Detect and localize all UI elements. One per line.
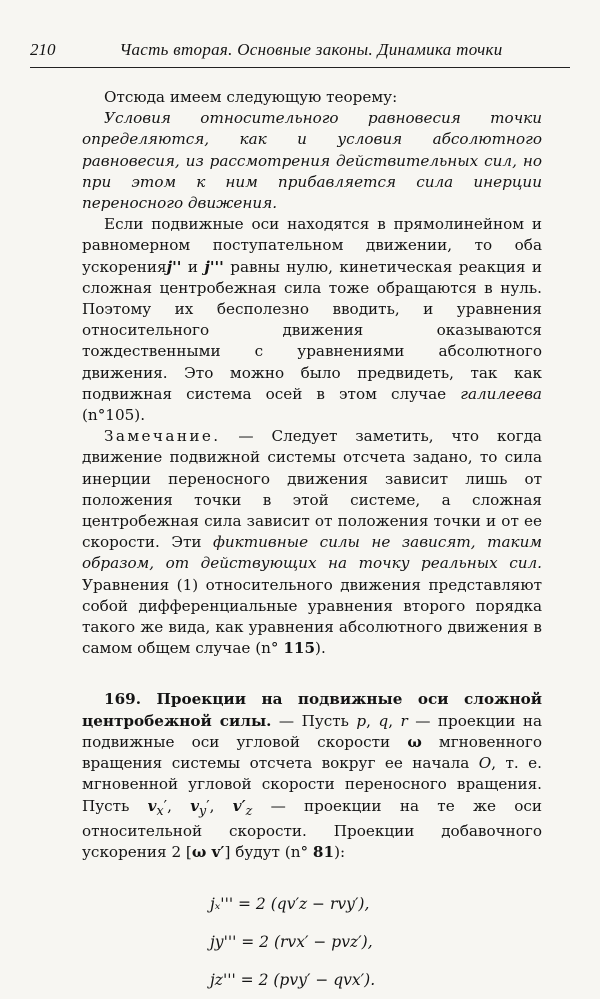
section-169: 169. Проекции на подвижные оси сложной центробежной силы. — Пусть p, q, r — проекции на подвижные оси угловой скорости ω мгновенного вращения системы отсчета вокруг ее начала O, т. е. мгновенной угловой скорости переносного вращения. Пусть $v_x'$, $v_y'$, $v'_z$ — проекции на те же оси относительной скорости. Проекции добавочного ускорения 2 [ω v′] будут (n° 81): xyxy=(82,690,543,861)
equations-block xyxy=(210,885,542,999)
intro-line: Отсюда имеем следующую теорему: xyxy=(104,88,398,106)
equation-jy: jy''' = 2 (rvx′ − pvz′), xyxy=(210,933,373,952)
equation-jz: jz''' = 2 (pvy′ − qvx′). xyxy=(210,971,376,990)
page-number: 210 xyxy=(30,40,56,59)
page-body xyxy=(82,87,542,999)
equation-jx: jₓ''' = 2 (qv′z − rvy′), xyxy=(210,895,370,914)
section-title: 169. Проекции на подвижные оси сложной центробежной силы. xyxy=(82,690,542,730)
running-title: Часть вторая. Основные законы. Динамика точки xyxy=(119,40,503,59)
remark-paragraph: Замечание. — Следует заметить, что когда движение подвижной системы отсчета задано, то сила инерции переносного движения зависит лишь от положения точки в этой системе, а сложная центробежная сила зависит от положения точки и от ее скорости. Эти фиктивные силы не зависят, таким образом, от действующих на точку реальных сил. Уравнения (1) относительного движения представляют собой дифференциальные уравнения второго порядка такого же вида, как уравнения абсолютного движения в самом общем случае (n° 115). xyxy=(82,427,542,658)
running-header xyxy=(30,40,570,68)
paragraph-uniform-motion: Если подвижные оси находятся в прямолинейном и равномерном поступательном движении, то оба ускоренияj'' и j''' равны нулю, кинетическая реакция и сложная центробежная сила тоже обращаются в нуль. Поэтому их бесполезно вводить, и уравнения относительного движения оказываются тождественными с уравнениями абсолютного движения. Это можно было предвидеть, так как подвижная система осей в этом случае галилеева (n°105). xyxy=(82,215,542,425)
theorem-text: Условия относительного равновесия точки определяются, как и условия абсолютного равновесия, из рассмотрения действительных сил, но при этом к ним прибавляется сила инерции переносного движения. xyxy=(82,109,542,213)
